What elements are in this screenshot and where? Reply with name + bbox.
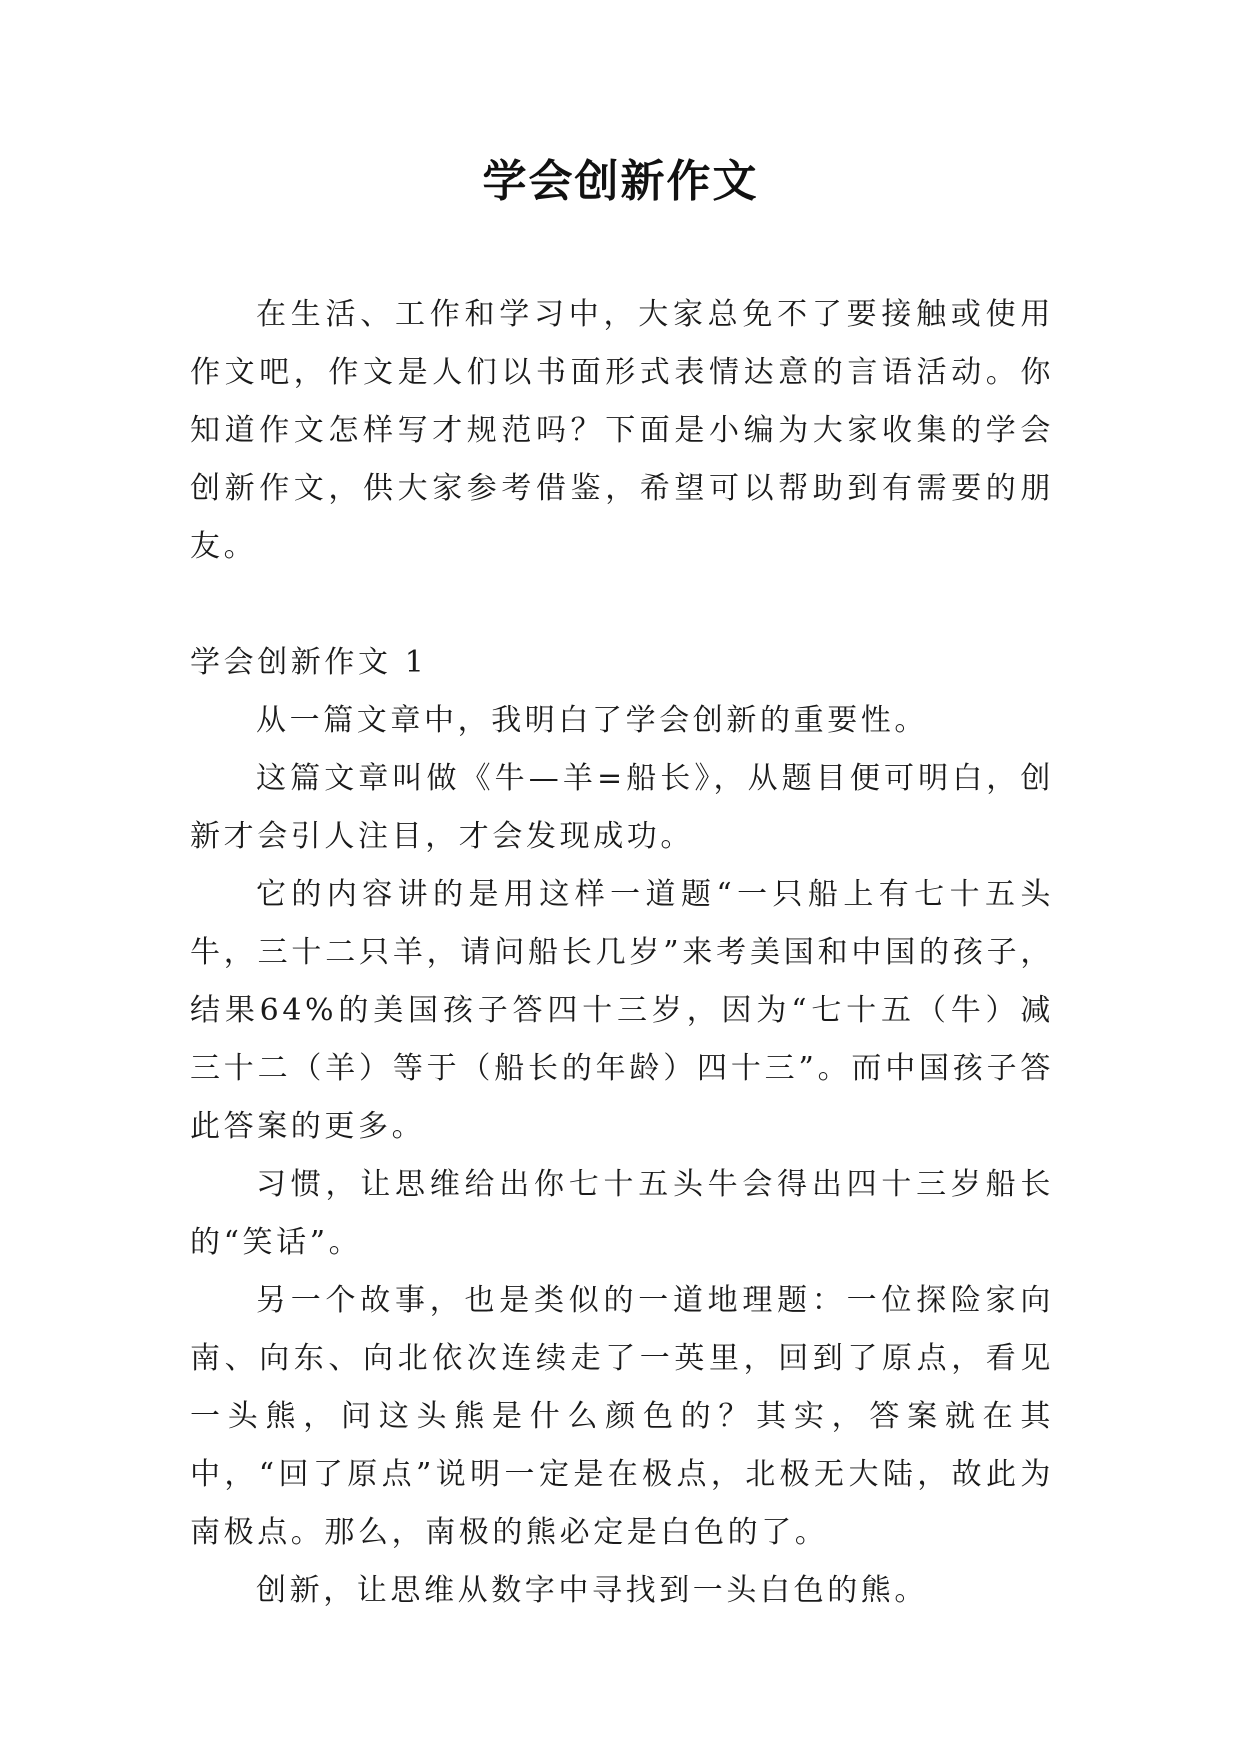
body-paragraph-6: 创新，让思维从数字中寻找到一头白色的熊。 <box>256 1573 928 1608</box>
body-paragraph-1: 从一篇文章中，我明白了学会创新的重要性。 <box>256 703 928 738</box>
section-heading: 学会创新作文 1 <box>190 645 428 680</box>
body-paragraph-3: 它的内容讲的是用这样一道题“一只船上有七十五头牛，三十二只羊，请问船长几岁”来考美国和中国的孩子，结果64%的美国孩子答四十三岁，因为“七十五（牛）减三十二（羊）等于（船长的年龄）四十三”。而中国孩子答此答案的更多。 <box>190 877 1054 1144</box>
intro-paragraph: 在生活、工作和学习中，大家总免不了要接触或使用作文吧，作文是人们以书面形式表情达意的言语活动。你知道作文怎样写才规范吗？下面是小编为大家收集的学会创新作文，供大家参考借鉴，希望可以帮助到有需要的朋友。 <box>190 297 1054 564</box>
body-paragraph-2: 这篇文章叫做《牛—羊=船长》，从题目便可明白，创新才会引人注目，才会发现成功。 <box>190 761 1054 854</box>
document-title: 学会创新作文 <box>482 156 759 207</box>
document-body <box>190 286 1054 1620</box>
body-paragraph-4: 习惯，让思维给出你七十五头牛会得出四十三岁船长的“笑话”。 <box>190 1167 1054 1260</box>
body-paragraph-5: 另一个故事，也是类似的一道地理题：一位探险家向南、向东、向北依次连续走了一英里，回到了原点，看见一头熊，问这头熊是什么颜色的？其实，答案就在其中，“回了原点”说明一定是在极点，北极无大陆，故此为南极点。那么，南极的熊必定是白色的了。 <box>190 1283 1054 1550</box>
